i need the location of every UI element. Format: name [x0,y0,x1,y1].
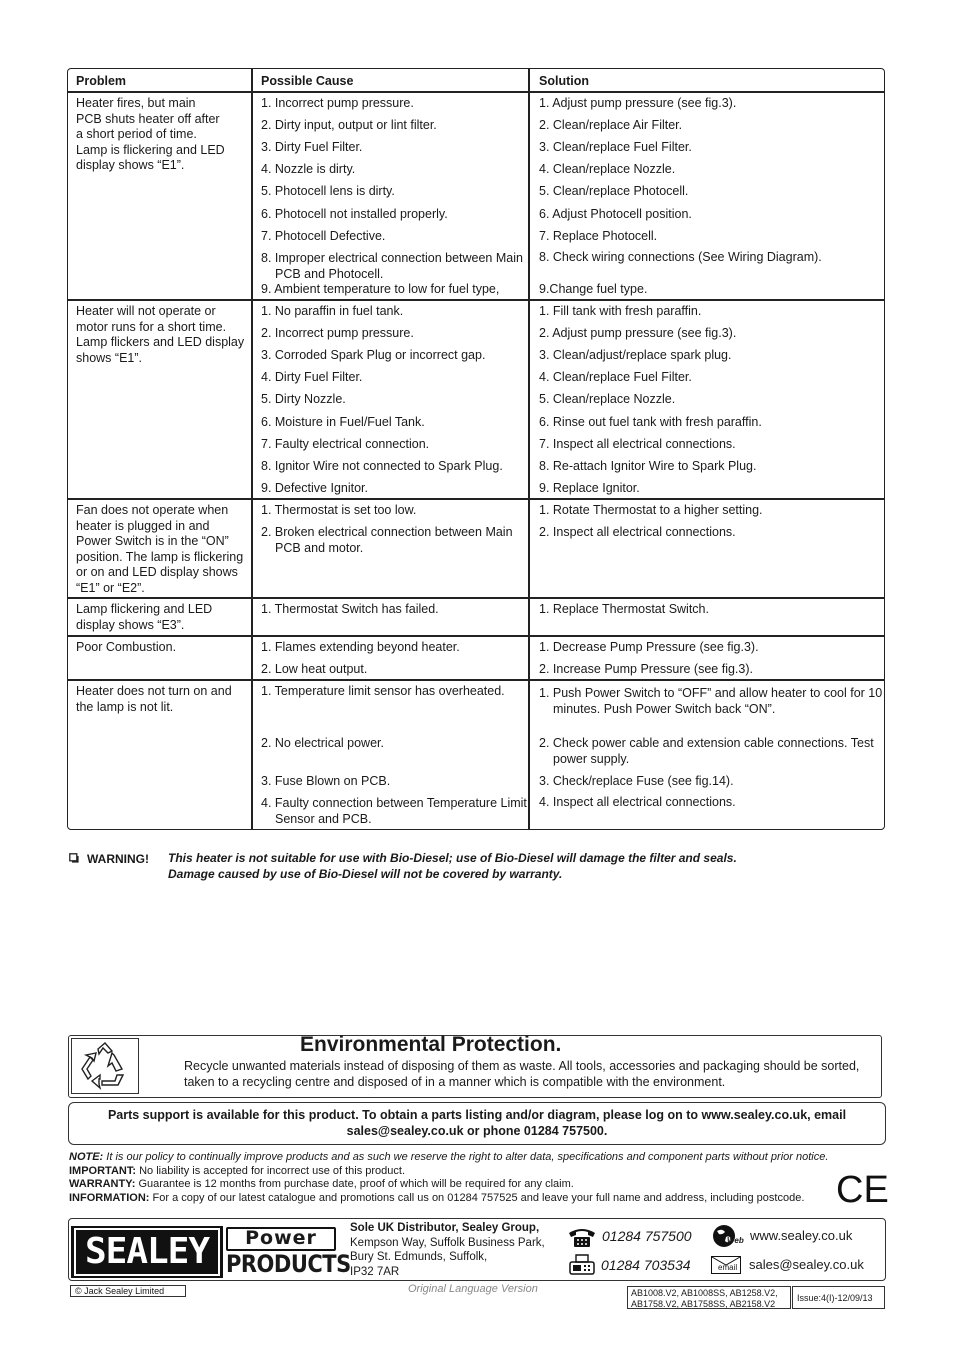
problem-line: display shows “E3”. [76,617,185,632]
checkbox-icon [68,851,80,863]
cause-item: 4. Nozzle is dirty. [261,162,356,176]
problem-cell [76,602,254,633]
environment-text: Recycle unwanted materials instead of disposing of them as waste. All tools, accessories and packaging should be sorted, taken to a recycling centre and disposed of in a manner which is compatible with the environment. [184,1059,860,1089]
problem-line: heater is plugged in and [76,518,210,533]
copyright-box: © Jack Sealey Limited [70,1285,186,1297]
cause-item: 1. Flames extending beyond heater. [261,640,460,654]
cause-item: 5. Dirty Nozzle. [261,392,346,406]
warning-text [168,850,737,882]
cause-item: 8. Ignitor Wire not connected to Spark Plug. [261,459,503,473]
cause-item: 1. Thermostat is set too low. [261,503,417,517]
important-text: No liability is accepted for incorrect use of this product. [136,1164,406,1177]
power-logo [226,1227,336,1251]
solution-item: 2. Inspect all electrical connections. [539,525,736,539]
solution-item: 1. Fill tank with fresh paraffin. [539,304,702,318]
power-logo-text: Power [245,1227,317,1249]
warranty-text: Guarantee is 12 months from purchase date, proof of which will be required for any claim. [135,1178,574,1190]
distributor-title: Sole UK Distributor, Sealey Group, [350,1222,540,1234]
problem-line: display shows “E1”. [76,158,185,172]
problem-line: Fan does not operate when [76,503,229,517]
cause-item: 2. Dirty input, output or lint filter. [261,118,437,132]
problem-line: shows “E1”. [76,350,142,365]
important-label: IMPORTANT: [69,1164,137,1177]
models-line: AB1008.V2, AB1008SS, AB1258.V2, [631,1288,778,1298]
warranty-line [69,1178,869,1192]
cause-item: 3. Corroded Spark Plug or incorrect gap. [261,348,486,362]
cause-item: 7. Photocell Defective. [261,229,386,243]
problem-cell [76,304,254,366]
cause-item: 1. No paraffin in fuel tank. [261,304,404,318]
solution-item: 6. Adjust Photocell position. [539,207,692,221]
solution-item: 6. Rinse out fuel tank with fresh paraffin. [539,415,762,429]
cause-item: 8. Improper electrical connection between Main PCB and Photocell. [261,251,523,281]
information-line [69,1192,869,1206]
cause-item: 9. Defective Ignitor. [261,481,369,495]
problem-line: Lamp flickering and LED [76,602,213,616]
solution-item: 1. Push Power Switch to “OFF” and allow heater to cool for 10 minutes. Push Power Switch back “ON”. [539,686,883,716]
email-link[interactable]: sales@sealey.co.uk [749,1257,864,1272]
fax-number: 01284 703534 [601,1257,691,1273]
problem-line: Lamp flickers and LED display [76,335,245,349]
solution-item: 5. Clean/replace Photocell. [539,184,689,198]
web-globe-icon [710,1223,744,1249]
note-label: NOTE: [69,1151,104,1163]
row-divider [68,91,884,93]
header-solution: Solution [539,74,589,88]
solution-item: 3. Clean/replace Fuel Filter. [539,140,692,154]
products-logo-text: PRODUCTS [226,1250,351,1278]
problem-line: Heater does not turn on and [76,684,232,698]
column-divider [251,69,253,829]
environment-title: Environmental Protection. [300,1033,562,1056]
email-icon [711,1256,741,1274]
row-divider [68,299,884,301]
problem-line: Heater will not operate or [76,304,216,318]
cause-item: 2. Low heat output. [261,662,368,676]
problem-line: Heater fires, but main [76,96,196,110]
solution-item: 7. Replace Photocell. [539,229,658,243]
phone-number: 01284 757500 [602,1228,692,1244]
solution-item: 2. Clean/replace Air Filter. [539,118,683,132]
cause-item: 6. Photocell not installed properly. [261,207,448,221]
solution-item: 4. Clean/replace Fuel Filter. [539,370,692,384]
solution-item: 3. Check/replace Fuse (see fig.14). [539,774,734,788]
problem-cell [76,684,254,715]
row-divider [68,635,884,637]
solution-item: 9.Change fuel type. [539,282,648,296]
issue-box: Issue:4(I)-12/09/13 [792,1286,885,1309]
row-divider [68,597,884,599]
problem-line: a short period of time. [76,127,197,141]
problem-cell [76,96,254,174]
header-cause: Possible Cause [261,74,354,88]
address-line: Bury St. Edmunds, Suffolk, [350,1251,488,1263]
models-line: AB1758.V2, AB1758SS, AB2158.V2 [631,1298,776,1309]
problem-line: “E1” or “E2”. [76,580,145,595]
information-text: For a copy of our latest catalogue and promotions call us on 01284 757525 and leave your full name and address, including postcode. [149,1191,805,1204]
cause-item: 5. Photocell lens is dirty. [261,184,395,198]
cause-item: 2. Incorrect pump pressure. [261,326,414,340]
address-line: IP32 7AR [350,1265,400,1278]
solution-item: 1. Rotate Thermostat to a higher setting. [539,503,763,517]
cause-item: 2. Broken electrical connection between Main PCB and motor. [261,525,513,555]
parts-support-box [68,1102,886,1145]
solution-item: 4. Clean/replace Nozzle. [539,162,676,176]
warning-line: This heater is not suitable for use with Bio-Diesel; use of Bio-Diesel will damage the filter and seals. [168,851,737,865]
problem-line: PCB shuts heater off after [76,111,220,126]
cause-item: 1. Incorrect pump pressure. [261,96,414,110]
solution-item: 8. Check wiring connections (See Wiring Diagram). [539,250,822,264]
column-divider [528,69,530,829]
model-numbers-box [627,1286,791,1309]
problem-line: Poor Combustion. [76,640,177,654]
information-label: INFORMATION: [69,1191,150,1204]
cause-item: 1. Thermostat Switch has failed. [261,602,439,616]
solution-item: 9. Replace Ignitor. [539,481,640,495]
header-problem: Problem [76,74,127,88]
problem-line: motor runs for a short time. [76,319,227,334]
ce-mark-icon [836,1168,889,1213]
solution-item: 4. Inspect all electrical connections. [539,795,736,809]
problem-cell [76,640,254,656]
solution-item: 8. Re-attach Ignitor Wire to Spark Plug. [539,459,757,473]
sealey-logo [71,1226,223,1278]
parts-support-line: Parts support is available for this product. To obtain a parts listing and/or diagram, please log on to www.sealey.co.uk, email [107,1108,847,1122]
problem-cell [76,503,254,596]
important-line [69,1165,869,1179]
phone-icon [567,1226,597,1253]
address-line: Kempson Way, Suffolk Business Park, [350,1236,545,1249]
language-version: Original Language Version [408,1283,538,1295]
warning-line: Damage caused by use of Bio-Diesel will not be covered by warranty. [168,867,563,881]
solution-item: 1. Replace Thermostat Switch. [539,602,709,616]
parts-support-line: sales@sealey.co.uk or phone 01284 757500. [346,1124,608,1138]
cause-item: 3. Dirty Fuel Filter. [261,140,363,154]
cause-item: 6. Moisture in Fuel/Fuel Tank. [261,415,425,429]
cause-item: 7. Faulty electrical connection. [261,437,430,451]
ce-mark-text: CE [836,1169,889,1211]
cause-item: 2. No electrical power. [261,736,384,750]
cause-item: 4. Faulty connection between Temperature Limit Sensor and PCB. [261,796,527,826]
problem-line: or on and LED display shows [76,565,238,579]
note-line [69,1151,869,1165]
problem-line: Lamp is flickering and LED [76,142,225,157]
row-divider [68,679,884,681]
website-link[interactable]: www.sealey.co.uk [750,1228,853,1243]
problem-line: the lamp is not lit. [76,699,174,714]
cause-item: 4. Dirty Fuel Filter. [261,370,363,384]
sealey-logo-text: SEALEY [84,1231,210,1272]
web-icon-label: Web [727,1236,744,1245]
recycle-icon [72,1039,138,1093]
problem-line: Power Switch is in the “ON” [76,534,229,548]
solution-item: 5. Clean/replace Nozzle. [539,392,676,406]
cause-item: 9. Ambient temperature to low for fuel type, [261,282,500,296]
fax-icon [567,1253,597,1280]
solution-item: 7. Inspect all electrical connections. [539,437,736,451]
solution-item: 2. Increase Pump Pressure (see fig.3). [539,662,753,676]
solution-item: 1. Decrease Pump Pressure (see fig.3). [539,640,759,654]
cause-item: 3. Fuse Blown on PCB. [261,774,391,788]
note-text: It is our policy to continually improve products and as such we reserve the right to alter data, specifications and component parts without prior notice. [103,1151,829,1163]
distributor-address [350,1221,545,1279]
solution-item: 2. Check power cable and extension cable connections. Test power supply. [539,736,874,766]
recycle-icon-box [71,1038,139,1094]
solution-item: 2. Adjust pump pressure (see fig.3). [539,326,737,340]
solution-item: 3. Clean/adjust/replace spark plug. [539,348,732,362]
warning-label: WARNING! [87,852,149,866]
notes-block [69,1151,869,1205]
warranty-label: WARRANTY: [69,1178,136,1190]
row-divider [68,498,884,500]
solution-item: 1. Adjust pump pressure (see fig.3). [539,96,737,110]
troubleshooting-table [67,68,885,830]
email-icon-label: email [718,1263,738,1272]
problem-line: position. The lamp is flickering [76,549,244,564]
cause-item: 1. Temperature limit sensor has overheated. [261,684,505,698]
